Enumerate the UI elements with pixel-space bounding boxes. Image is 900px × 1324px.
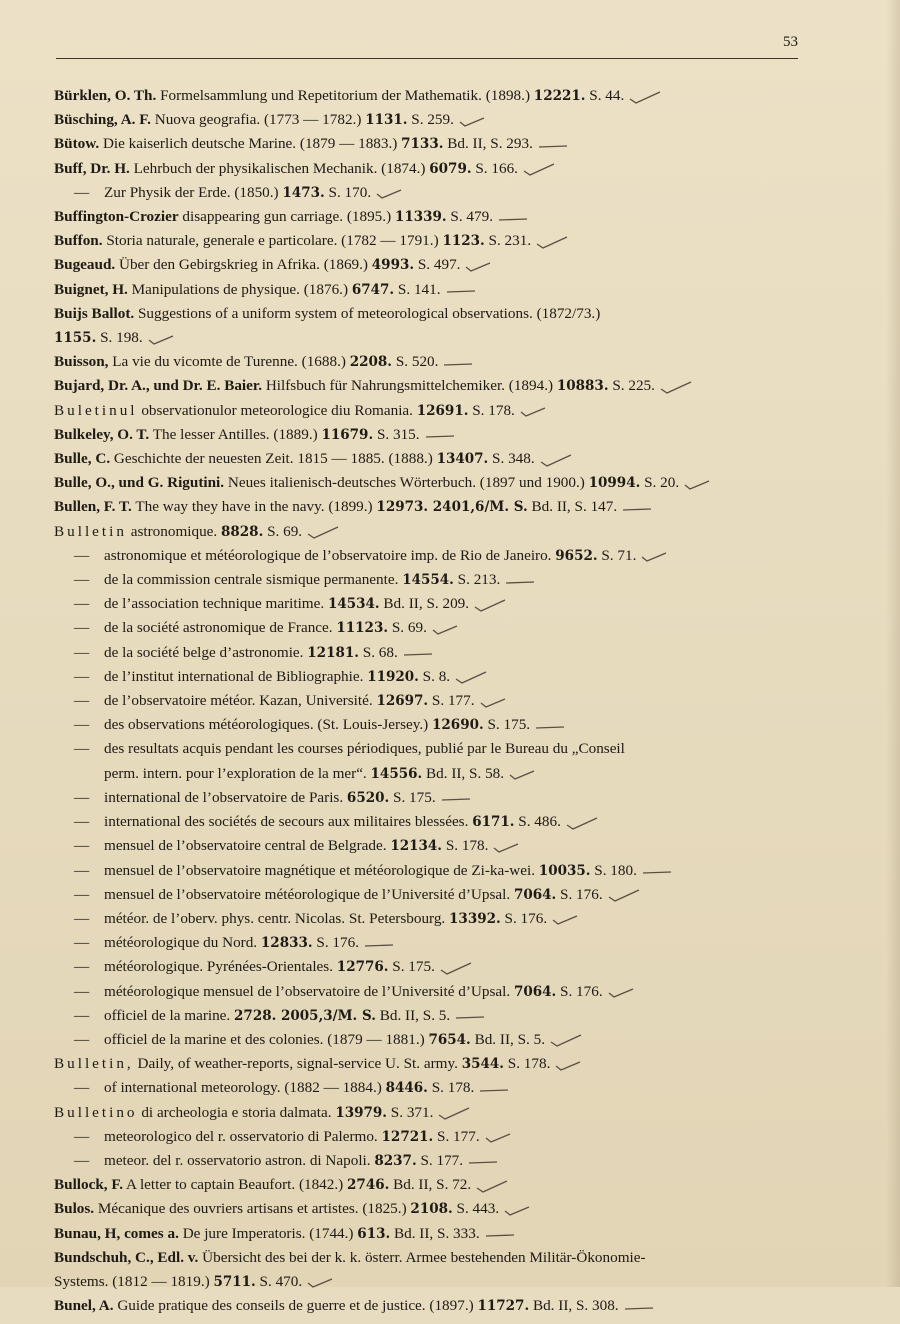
pencil-check-icon [479,695,513,709]
entry-author: Bugeaud. [54,256,116,274]
entry-title: Über den Gebirgskrieg in Afrika. (1869.) [115,256,372,274]
entry-shelf-number: 12221. [533,88,586,104]
entry-shelf-number: 12697. [376,693,429,710]
entry-title: Die kaiserlich deutsche Marine. (1879 — 1883.) [99,135,402,153]
entry-title: de la société belge d’astronomie. [104,643,308,661]
entry-title: Nuova geografia. (1773 — 1782.) [150,111,366,129]
catalog-entry [54,253,814,277]
entry-dash: — [74,1127,90,1145]
catalog-entry [54,84,814,108]
entry-page-ref: S. 69. [263,522,303,540]
pencil-check-icon [440,791,474,805]
pencil-check-icon [565,816,599,830]
pencil-check-icon [535,235,569,249]
entry-shelf-number: 13979. [335,1104,387,1121]
catalog-entry [54,1222,814,1246]
pencil-check-icon [475,1179,509,1193]
entry-author: Bulle, O., und G. Rigutini. [54,474,225,492]
entry-shelf-number: 7064. [513,983,557,1000]
entry-dash: — [74,837,90,855]
catalog-entry [54,883,814,907]
entry-title: Zur Physik der Erde. (1850.) [104,183,283,201]
entry-title: météor. de l’oberv. phys. centr. Nicolas. St. Petersbourg. [104,909,450,927]
entry-dash: — [74,813,90,831]
entry-shelf-number: 11679. [321,426,374,443]
catalog-entry [54,374,814,398]
entry-title: Guide pratique des conseils de guerre et de justice. (1897.) [113,1297,478,1315]
pencil-check-icon [439,961,473,975]
catalog-entries [54,84,814,1318]
entry-title: La vie du vicomte de Turenne. (1688.) [108,353,350,371]
entry-page-ref: S. 176. [556,885,603,903]
pencil-check-icon [640,549,674,563]
entry-title: meteorologico del r. osservatorio di Palermo. [104,1127,382,1145]
entry-title: Suggestions of a uniform system of meteorological observations. (1872/73.) [134,304,601,322]
pencil-check-icon [375,186,409,200]
catalog-entry [54,737,814,761]
entry-shelf-number: 12691. [416,402,469,419]
pencil-check-icon [437,1106,471,1120]
pencil-check-icon [484,1130,518,1144]
page-number: 53 [783,34,798,50]
entry-dash: — [74,667,90,685]
entry-shelf-number: 2746. [347,1177,390,1194]
pencil-check-icon [659,380,693,394]
entry-shelf-number: 613. [357,1225,391,1242]
pencil-check-icon [484,1227,518,1241]
entry-shelf-number: 1123. [442,233,485,250]
entry-title: de l’observatoire météor. Kazan, Université. [104,692,377,710]
catalog-entry [54,955,814,979]
entry-title: Lehrbuch der physikalischen Mechanik. (1874.) [129,159,430,177]
pencil-check-icon [522,162,556,176]
entry-dash: — [74,982,90,1000]
catalog-entry [54,350,814,374]
entry-page-ref: S. 170. [324,183,372,201]
catalog-entry [54,665,814,689]
entry-dash: — [74,885,90,903]
entry-page-ref: S. 178. [503,1055,551,1073]
entry-title: mensuel de l’observatoire magnétique et météorologique de Zi-ka-wei. [104,861,539,879]
catalog-entry [54,834,814,858]
entry-title: astronomique. [126,522,221,540]
entry-page-ref: S. 177. [416,1151,464,1169]
entry-page-ref: S. 141. [394,280,441,298]
entry-page-ref: S. 231. [484,232,532,250]
entry-author: Bunau, H, comes a. [54,1224,179,1242]
entry-shelf-number: 12721. [381,1128,434,1145]
catalog-entry [54,1125,814,1149]
pencil-check-icon [442,356,476,370]
entry-dash: — [74,1151,90,1169]
entry-dash: — [74,861,90,879]
catalog-entry [54,762,814,786]
entry-author: Buignet, H. [54,280,128,298]
catalog-entry [54,544,814,568]
entry-title: perm. intern. pour l’exploration de la mer“. [104,764,371,782]
entry-shelf-number: 2728. 2005,3/M. S. [234,1007,376,1024]
entry-dash: — [74,595,90,613]
entry-shelf-number: 9652. [555,547,598,564]
pencil-check-icon [503,1203,537,1217]
entry-shelf-number: 6520. [346,789,390,806]
catalog-entry [54,1246,814,1270]
catalog-entry [54,326,814,350]
entry-author: Buffington-Crozier [54,208,179,226]
entry-shelf-number: 11920. [367,668,419,685]
entry-page-ref: S. 20. [640,474,680,492]
entry-title: observationulor meteorologice diu Romania. [137,401,417,419]
pencil-check-icon [537,138,571,152]
pencil-check-icon [551,912,585,926]
pencil-check-icon [306,525,340,539]
entry-title: Manipulations de physique. (1876.) [127,280,352,298]
catalog-entry [54,229,814,253]
entry-title: Neues italienisch-deutsches Wörterbuch. (1897 und 1900.) [224,474,589,492]
entry-title: international de l’observatoire de Paris. [104,788,347,806]
entry-spaced-title: Bulletin [54,522,127,540]
entry-page-ref: S. 44. [585,87,625,104]
entry-page-ref: S. 198. [96,329,143,347]
entry-page-ref: S. 175. [388,958,435,976]
entry-title: international des sociétés de secours aux militaires blessées. [104,813,473,831]
entry-dash: — [74,546,90,564]
entry-shelf-number: 12134. [390,838,443,855]
pencil-check-icon [363,937,397,951]
entry-author: Bullen, F. T. [54,498,132,516]
entry-title: Hilfsbuch für Nahrungsmittelchemiker. (1894.) [262,377,557,395]
entry-page-ref: S. 348. [488,450,535,468]
entry-author: Bulkeley, O. T. [54,425,150,443]
catalog-entry [54,1076,814,1100]
entry-page-ref: Bd. II, S. 308. [529,1297,619,1315]
entry-title: Mécanique des ouvriers artisans et artistes. (1825.) [94,1200,411,1218]
entry-title: Storia naturale, generale e particolare. (1782 — 1791.) [102,232,443,250]
entry-spaced-title: Buletinul [54,401,138,419]
entry-shelf-number: 12833. [260,935,313,952]
entry-page-ref: S. 177. [428,692,475,710]
catalog-entry [54,786,814,810]
catalog-entry [54,1101,814,1125]
catalog-entry [54,568,814,592]
entry-shelf-number: 10883. [556,378,609,395]
entry-shelf-number: 1131. [365,112,408,129]
catalog-entry [54,423,814,447]
entry-page-ref: S. 443. [452,1200,500,1218]
catalog-entry [54,520,814,544]
entry-shelf-number: 10994. [588,475,641,492]
entry-dash: — [74,692,90,710]
entry-shelf-number: 2208. [349,354,393,371]
entry-page-ref: Bd. II, S. 58. [422,764,505,782]
entry-shelf-number: 6079. [429,160,472,177]
entry-shelf-number: 6171. [472,814,515,831]
entry-dash: — [74,1030,90,1048]
pencil-check-icon [478,1082,512,1096]
entry-author: Bullock, F. [54,1176,124,1194]
catalog-entry [54,1197,814,1221]
catalog-entry [54,495,814,519]
entry-title: meteor. del r. osservatorio astron. di Napoli. [104,1151,375,1169]
pencil-check-icon [402,646,436,660]
entry-title: officiel de la marine. [104,1006,235,1024]
entry-shelf-number: 2108. [410,1201,453,1218]
entry-page-ref: S. 71. [597,546,637,564]
entry-shelf-number: 11727. [477,1298,530,1315]
entry-author: Bulle, C. [54,450,111,468]
entry-title: The way they have in the navy. (1899.) [131,498,377,516]
entry-shelf-number: 1473. [282,184,325,201]
catalog-entry [54,931,814,955]
pencil-check-icon [508,767,542,781]
entry-title: Systems. (1812 — 1819.) [54,1272,214,1290]
pencil-check-icon [683,477,717,491]
page-edge-shadow [886,0,900,1287]
entry-dash: — [74,716,90,734]
catalog-entry [54,1052,814,1076]
pencil-check-icon [467,1154,501,1168]
entry-author: Bütow. [54,135,100,153]
entry-shelf-number: 13392. [449,910,501,927]
catalog-entry [54,447,814,471]
header-rule [56,58,798,59]
entry-title: di archeologia e storia dalmata. [137,1103,336,1121]
pencil-check-icon [554,1058,588,1072]
entry-title: météorologique du Nord. [104,934,261,952]
pencil-check-icon [454,1009,488,1023]
entry-author: Buijs Ballot. [54,304,135,322]
entry-page-ref: S. 176. [312,934,359,952]
entry-dash: — [74,619,90,637]
pencil-check-icon [607,985,641,999]
pencil-check-icon [473,598,507,612]
entry-page-ref: S. 259. [407,111,454,129]
entry-shelf-number: 12181. [307,644,359,661]
catalog-entry [54,810,814,834]
entry-page-ref: S. 178. [442,837,489,855]
entry-page-ref: S. 486. [514,813,561,831]
pencil-check-icon [607,888,641,902]
pencil-check-icon [424,428,458,442]
pencil-check-icon [464,259,498,273]
entry-shelf-number: 12776. [336,959,389,976]
entry-page-ref: S. 176. [556,982,603,1000]
entry-dash: — [74,934,90,952]
entry-author: Bulos. [54,1200,95,1218]
entry-dash: — [74,1079,90,1097]
pencil-check-icon [431,622,465,636]
catalog-entry [54,302,814,326]
catalog-entry [54,980,814,1004]
entry-shelf-number: 11123. [336,620,389,637]
pencil-check-icon [306,1275,340,1289]
entry-page-ref: S. 68. [358,643,398,661]
pencil-check-icon [454,670,488,684]
entry-title: of international meteorology. (1882 — 1884.) [104,1079,386,1097]
entry-title: Übersicht des bei der k. k. österr. Armee bestehenden Militär-Ökonomie- [198,1248,646,1266]
entry-author: Büsching, A. F. [54,111,151,129]
entry-shelf-number: 12973. 2401,6/M. S. [376,499,528,516]
catalog-entry [54,181,814,205]
pencil-check-icon [492,840,526,854]
entry-dash: — [74,958,90,976]
entry-page-ref: S. 166. [471,159,518,177]
pencil-check-icon [458,114,492,128]
entry-page-ref: S. 175. [389,788,436,806]
entry-shelf-number: 14554. [402,572,454,589]
pencil-check-icon [623,1300,657,1314]
entry-dash: — [74,571,90,589]
entry-page-ref: S. 180. [590,861,637,879]
pencil-check-icon [504,574,538,588]
entry-dash: — [74,740,90,758]
catalog-entry [54,1028,814,1052]
entry-shelf-number: 8828. [221,523,264,540]
catalog-entry [54,592,814,616]
entry-title: mensuel de l’observatoire central de Belgrade. [104,837,391,855]
entry-shelf-number: 4993. [371,257,415,274]
entry-page-ref: S. 69. [388,619,427,637]
entry-page-ref: S. 178. [468,401,515,419]
catalog-entry [54,205,814,229]
entry-page-ref: S. 497. [414,256,461,274]
entry-author: Buisson, [54,353,109,371]
entry-page-ref: S. 8. [418,667,451,685]
entry-page-ref: Bd. II, S. 293. [443,135,533,153]
entry-shelf-number: 1155. [54,330,97,347]
entry-page-ref: Bd. II, S. 5. [375,1006,451,1024]
entry-title: mensuel de l’observatoire météorologique de l’Université d’Upsal. [104,885,514,903]
entry-dash: — [74,909,90,927]
entry-shelf-number: 14534. [327,596,380,613]
entry-page-ref: S. 479. [446,208,494,226]
entry-shelf-number: 8237. [374,1152,417,1169]
entry-title: des resultats acquis pendant les courses périodiques, publié par le Bureau du „Conseil [104,740,625,758]
entry-title: astronomique et météorologique de l’observatoire imp. de Rio de Janeiro. [104,546,556,564]
entry-page-ref: Bd. II, S. 209. [379,595,470,613]
catalog-entry [54,1270,814,1294]
entry-dash: — [74,183,90,201]
entry-author: Bürklen, O. Th. [54,87,157,104]
pencil-check-icon [641,864,675,878]
pencil-check-icon [621,501,655,515]
entry-title: A letter to captain Beaufort. (1842.) [123,1176,348,1194]
entry-dash: — [74,643,90,661]
entry-title: disappearing gun carriage. (1895.) [178,208,395,226]
entry-shelf-number: 7064. [513,886,557,903]
entry-title: de l’association technique maritime. [104,595,328,613]
entry-author: Bundschuh, C., Edl. v. [54,1248,199,1266]
entry-title: météorologique mensuel de l’observatoire de l’Université d’Upsal. [104,982,514,1000]
entry-dash: — [74,788,90,806]
catalog-entry [54,713,814,737]
catalog-entry [54,471,814,495]
entry-author: Buff, Dr. H. [54,159,130,177]
catalog-entry [54,132,814,156]
entry-shelf-number: 7654. [428,1031,471,1048]
entry-title: Geschichte der neuesten Zeit. 1815 — 1885. (1888.) [110,450,437,468]
entry-title: officiel de la marine et des colonies. (1879 — 1881.) [104,1030,429,1048]
entry-page-ref: S. 371. [386,1103,434,1121]
catalog-entry [54,108,814,132]
pencil-check-icon [519,404,553,418]
pencil-check-icon [497,211,531,225]
entry-title: Daily, of weather-reports, signal-service U. St. army. [133,1055,462,1073]
entry-title: The lesser Antilles. (1889.) [149,425,322,443]
entry-page-ref: S. 470. [255,1272,303,1290]
catalog-entry [54,1173,814,1197]
entry-shelf-number: 5711. [213,1273,256,1290]
catalog-entry [54,907,814,931]
entry-page-ref: S. 178. [427,1079,475,1097]
entry-title: de la société astronomique de France. [104,619,337,637]
entry-title: des observations météorologiques. (St. Louis-Jersey.) [104,716,433,734]
entry-title: météorologique. Pyrénées-Orientales. [104,958,337,976]
entry-page-ref: Bd. II, S. 5. [470,1030,546,1048]
entry-title: de la commission centrale sismique permanente. [104,571,403,589]
catalog-entry [54,1294,814,1318]
entry-page-ref: Bd. II, S. 72. [389,1176,472,1194]
catalog-entry [54,689,814,713]
entry-page-ref: S. 315. [373,425,420,443]
entry-page-ref: Bd. II, S. 147. [527,498,618,516]
entry-shelf-number: 11339. [394,209,447,226]
catalog-entry [54,399,814,423]
entry-shelf-number: 14556. [370,765,423,782]
catalog-entry [54,859,814,883]
entry-page-ref: Bd. II, S. 333. [390,1224,480,1242]
entry-page-ref: S. 225. [608,377,655,395]
entry-shelf-number: 3544. [461,1056,504,1073]
entry-title: De jure Imperatoris. (1744.) [178,1224,358,1242]
entry-shelf-number: 6747. [351,281,395,298]
entry-shelf-number: 12690. [432,717,484,734]
entry-spaced-title: Bulletino [54,1103,138,1121]
entry-author: Bunel, A. [54,1297,114,1315]
entry-page-ref: S. 177. [433,1127,480,1145]
pencil-check-icon [147,332,181,346]
entry-title: de l’institut international de Bibliographie. [104,667,368,685]
pencil-check-icon [628,90,662,104]
entry-page-ref: S. 213. [453,571,501,589]
catalog-entry [54,1004,814,1028]
catalog-entry [54,1149,814,1173]
catalog-entry [54,616,814,640]
entry-page-ref: S. 175. [483,716,531,734]
entry-shelf-number: 10035. [538,862,591,879]
entry-page-ref: S. 520. [392,353,439,371]
pencil-check-icon [445,283,479,297]
entry-author: Bujard, Dr. A., und Dr. E. Baier. [54,377,263,395]
pencil-check-icon [549,1033,583,1047]
entry-spaced-title: Bulletin, [54,1055,134,1073]
entry-shelf-number: 13407. [436,451,489,468]
catalog-entry [54,157,814,181]
entry-title: Formelsammlung und Repetitorium der Mathematik. (1898.) [156,87,534,104]
pencil-check-icon [539,453,573,467]
entry-author: Buffon. [54,232,103,250]
entry-dash: — [74,1006,90,1024]
entry-page-ref: S. 176. [500,909,548,927]
catalog-entry [54,641,814,665]
entry-shelf-number: 7133. [401,136,444,153]
catalog-entry [54,278,814,302]
entry-shelf-number: 8446. [385,1080,428,1097]
pencil-check-icon [534,719,568,733]
